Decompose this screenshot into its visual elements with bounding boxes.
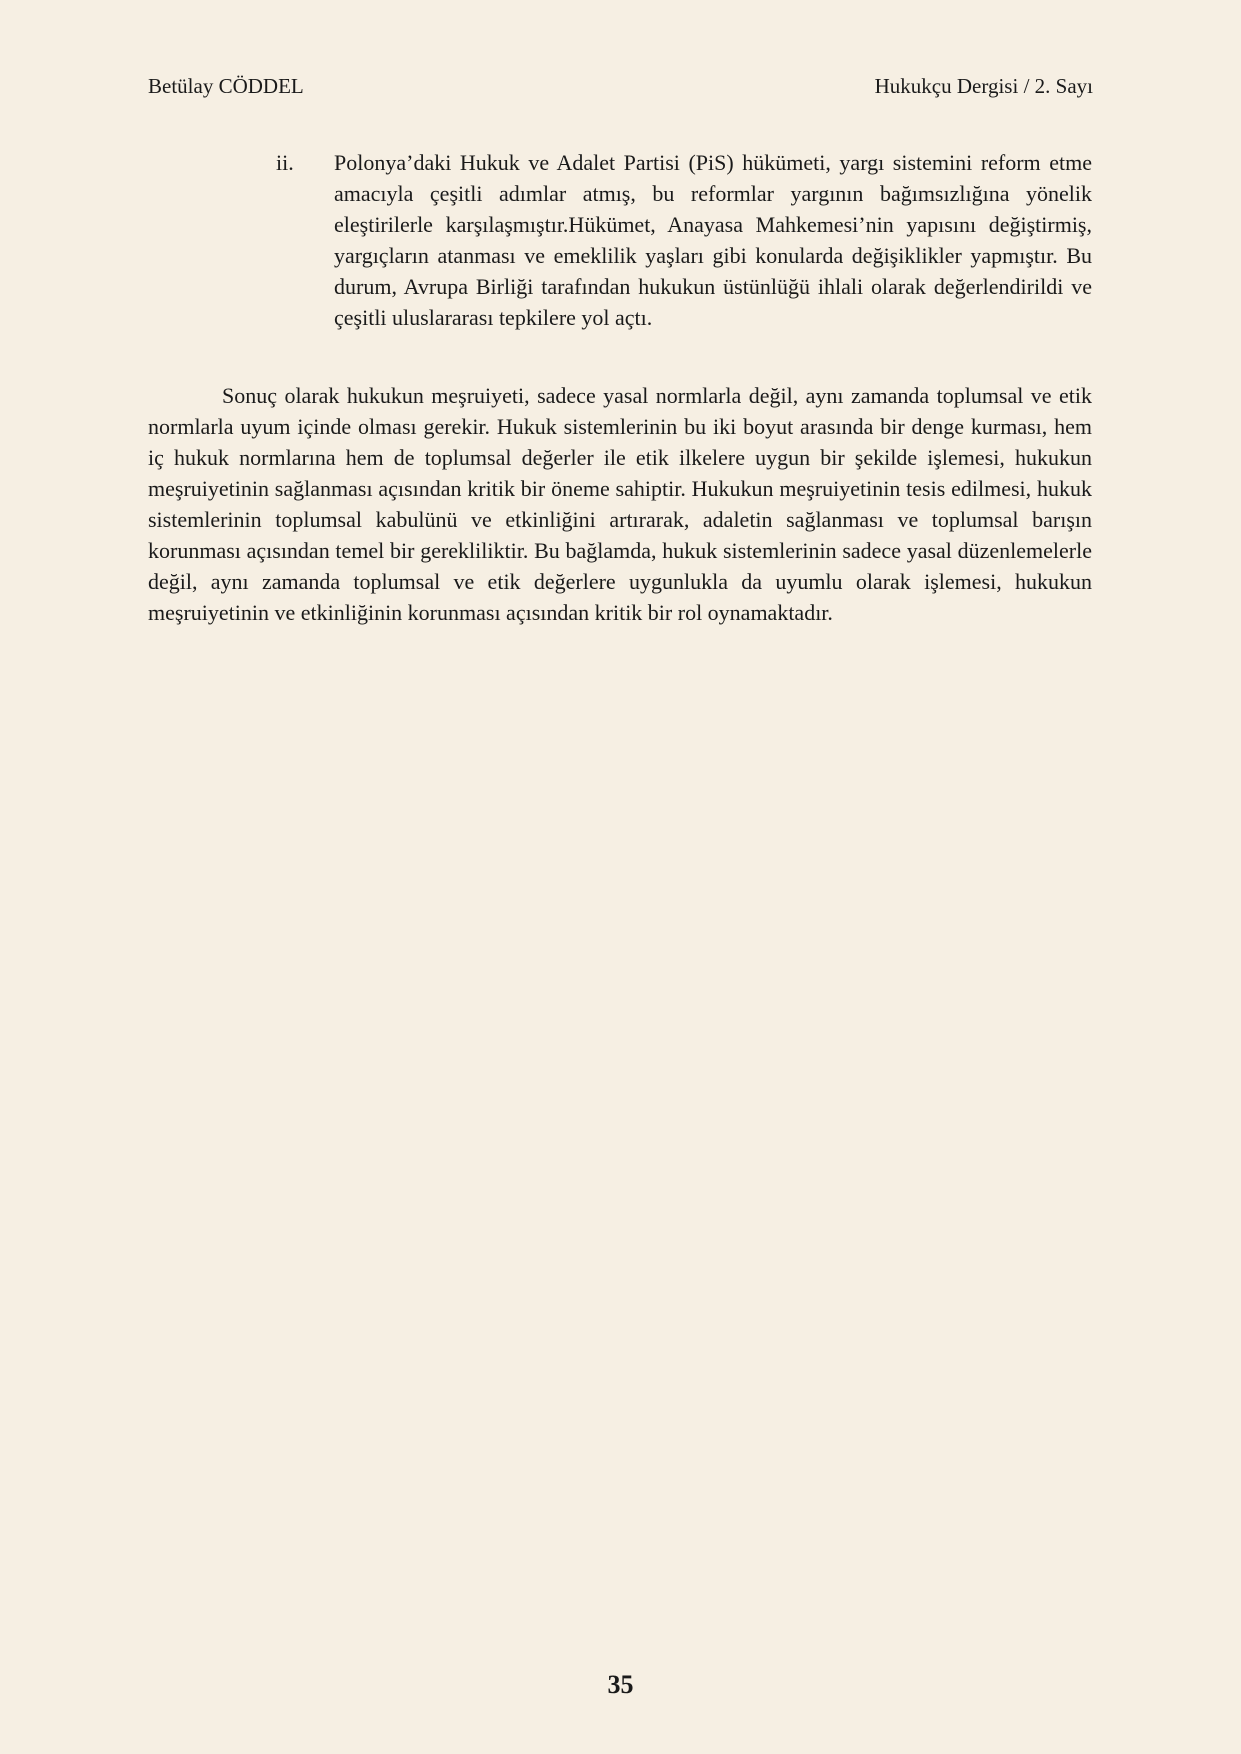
- list-marker: ii.: [276, 150, 294, 175]
- header-journal-title: Hukukçu Dergisi / 2. Sayı: [874, 74, 1093, 98]
- page-number: 35: [607, 1670, 634, 1699]
- header-author: Betülay CÖDDEL: [148, 74, 304, 98]
- body-paragraph: Sonuç olarak hukukun meşruiyeti, sadece yasal normlarla değil, aynı zamanda toplumsal ve etik normlarla uyum içinde olması gerekir. Hukuk sistemlerinin bu iki boyut arasında bir denge kurması, hem iç hukuk normlarına hem de toplumsal değerler ile etik ilkelere uygun bir şekilde işlemesi, hukukun meşruiyetinin sağlanması açısından kritik bir öneme sahiptir. Hukukun meşruiyetinin tesis edilmesi, hukuk sistemlerinin toplumsal kabulünü ve etkinliğini artırarak, adaletin sağlanması ve toplumsal barışın korunması açısından temel bir gerekliliktir. Bu bağlamda, hukuk sistemlerinin sadece yasal düzenlemelerle değil, aynı zamanda toplumsal ve etik değerlere uygunlukla da uyumlu olarak işlemesi, hukukun meşruiyetinin ve etkinliğinin korunması açısından kritik bir rol oynamaktadır.: [148, 383, 1092, 625]
- list-item-text: Polonya’daki Hukuk ve Adalet Partisi (PiS) hükümeti, yargı sistemini reform etme amacıyla çeşitli adımlar atmış, bu reformlar yargının bağımsızlığına yönelik eleştirilerle karşılaşmıştır.Hükümet, Anayasa Mahkemesi’nin yapısını değiştirmiş, yargıçların atanması ve emeklilik yaşları gibi konularda değişiklikler yapmıştır. Bu durum, Avrupa Birliği tarafından hukukun üstünlüğü ihlali olarak değerlendirildi ve çeşitli uluslararası tepkilere yol açtı.: [334, 150, 1092, 330]
